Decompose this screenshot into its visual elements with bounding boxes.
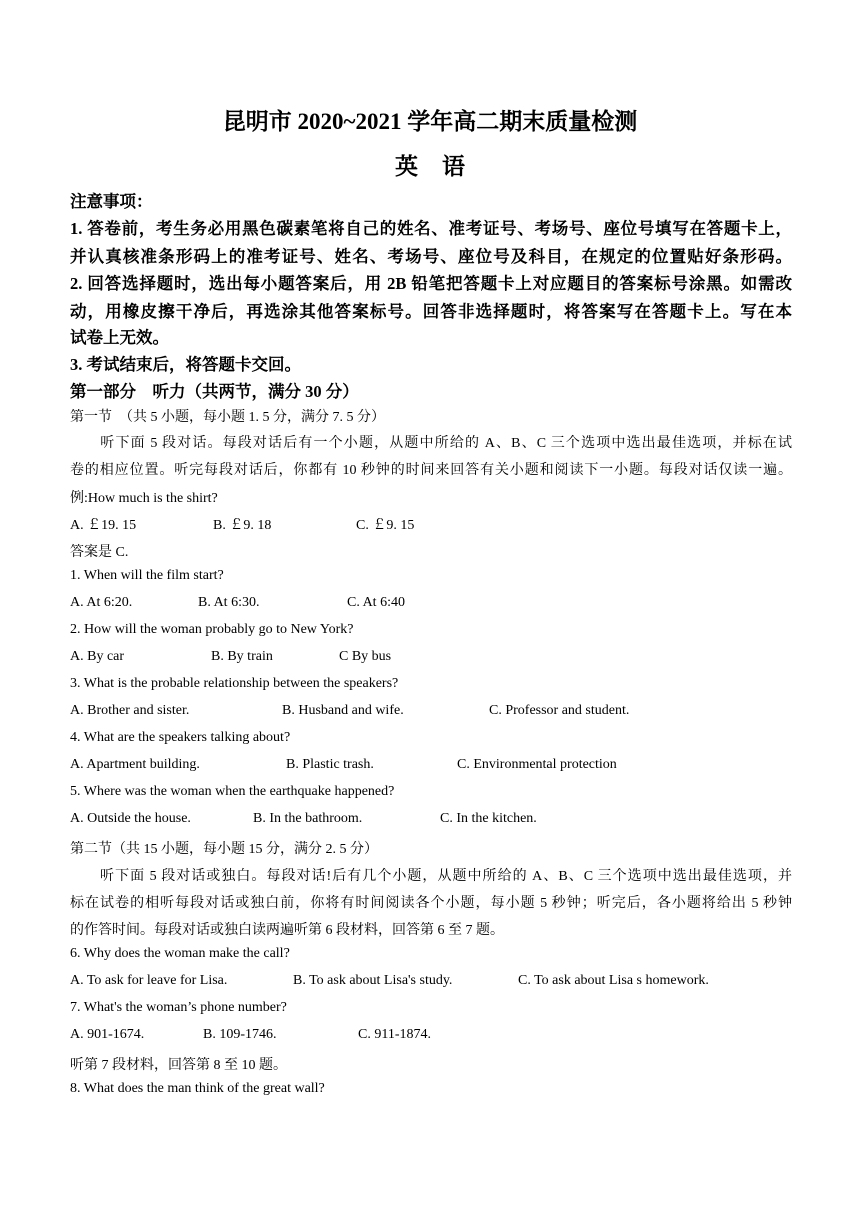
option-c: C. Professor and student. [489, 703, 630, 718]
notice-heading: 注意事项： [70, 192, 153, 211]
option-c: C. Environmental protection [457, 757, 617, 772]
notice-line: 2. 回答选择题时，选出每小题答案后，用 2B 铅笔把答题卡上对应题目的答案标号涂黑。如需改 [70, 274, 792, 293]
option-c: C. At 6:40 [347, 595, 405, 610]
option-a: A. 901-1674. [70, 1027, 145, 1042]
option-b: B. To ask about Lisa's study. [293, 973, 453, 988]
option-a: A. Outside the house. [70, 811, 191, 826]
option-c: C. To ask about Lisa s homework. [518, 973, 709, 988]
option-b: B. At 6:30. [198, 595, 260, 610]
notice-line: 3. 考试结束后，将答题卡交回。 [70, 355, 301, 374]
question: 3. What is the probable relationship between the speakers? [70, 676, 399, 691]
page-title: 昆明市 2020~2021 学年高二期末质量检测 [222, 109, 638, 134]
option-a: A. By car [70, 649, 125, 664]
option-a: A. To ask for leave for Lisa. [70, 973, 228, 988]
question: 4. What are the speakers talking about? [70, 730, 291, 745]
option-a: A. Brother and sister. [70, 703, 190, 718]
material-instruction: 听第 7 段材料，回答第 8 至 10 题。 [70, 1058, 287, 1073]
option-c: C By bus [339, 649, 392, 664]
option-b: B. Plastic trash. [286, 757, 374, 772]
question: 1. When will the film start? [70, 568, 224, 583]
notice-line: 并认真核准条形码上的准考证号、姓名、考场号、座位号及科目，在规定的位置贴好条形码。 [70, 247, 792, 266]
instruction-line: 卷的相应位置。听完每段对话后，你都有 10 秒钟的时间来回答有关小题和阅读下一小题。每段对话仅读一遍。 [70, 463, 792, 478]
option-a: A. At 6:20. [70, 595, 133, 610]
option-b: B. By train [211, 649, 273, 664]
example-option-c: C. ￡9. 15 [356, 518, 415, 533]
question: 5. Where was the woman when the earthquake happened? [70, 784, 395, 799]
instruction-line: 的作答时间。每段对话或独白读两遍听第 6 段材料，回答第 6 至 7 题。 [70, 923, 504, 938]
notice-line: 试卷上无效。 [70, 328, 169, 347]
part-heading: 第一部分 听力（共两节，满分 30 分） [70, 382, 359, 401]
option-b: B. 109-1746. [203, 1027, 277, 1042]
question: 7. What's the woman’s phone number? [70, 1000, 287, 1015]
question: 8. What does the man think of the great wall? [70, 1081, 325, 1096]
instruction-line: 听下面 5 段对话。每段对话后有一个小题，从题中所给的 A、B、C 三个选项中选出最佳选项，并标在试 [70, 436, 792, 451]
option-a: A. Apartment building. [70, 757, 200, 772]
example-option-a: A. ￡19. 15 [70, 518, 137, 533]
instruction-line: 听下面 5 段对话或独白。每段对话!后有几个小题，从题中所给的 A、B、C 三个选项中选出最佳选项，并 [70, 869, 792, 884]
example-question: 例:How much is the shirt? [70, 491, 218, 506]
example-option-b: B. ￡9. 18 [213, 518, 272, 533]
question: 6. Why does the woman make the call? [70, 946, 290, 961]
option-c: C. 911-1874. [358, 1027, 431, 1042]
notice-line: 动，用橡皮擦干净后，再选涂其他答案标号。回答非选择题时，将答案写在答题卡上。写在本 [70, 302, 792, 321]
option-b: B. In the bathroom. [253, 811, 363, 826]
notice-line: 1. 答卷前，考生务必用黑色碳素笔将自己的姓名、准考证号、考场号、座位号填写在答题卡上， [70, 219, 792, 238]
option-b: B. Husband and wife. [282, 703, 404, 718]
section-heading: 第二节（共 15 小题，每小题 15 分，满分 2. 5 分） [70, 842, 378, 857]
subject-title: 英语 [395, 154, 489, 179]
example-answer: 答案是 C. [70, 545, 129, 560]
instruction-line: 标在试卷的相听每段对话或独白前，你将有时间阅读各个小题，每小题 5 秒钟；听完后，各小题将给出 5 秒钟 [70, 896, 792, 911]
question: 2. How will the woman probably go to New York? [70, 622, 354, 637]
section-heading: 第一节 （共 5 小题，每小题 1. 5 分，满分 7. 5 分） [70, 410, 385, 425]
option-c: C. In the kitchen. [440, 811, 537, 826]
